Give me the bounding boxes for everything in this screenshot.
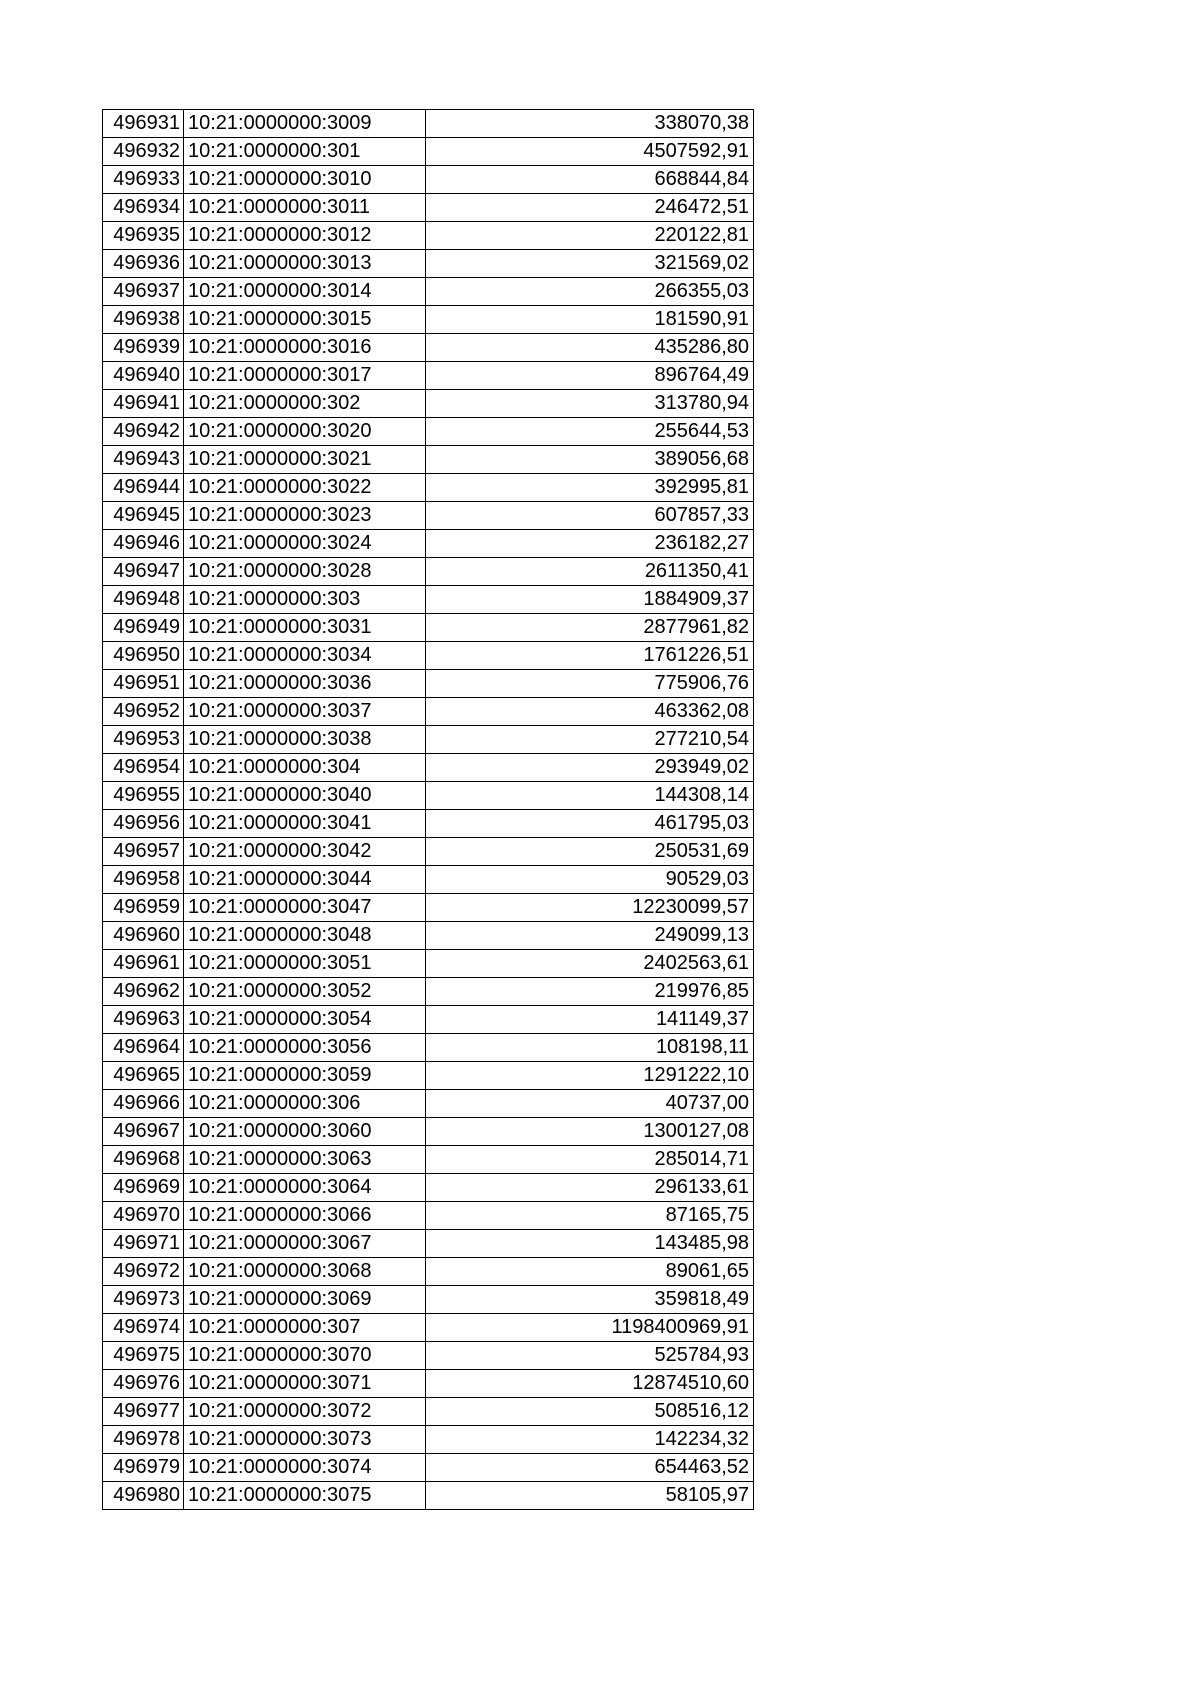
table-row [103,1090,754,1118]
cadastral-number-cell: 10:21:0000000:3059 [184,1062,426,1090]
cadastral-number-cell: 10:21:0000000:301 [184,138,426,166]
value-cell: 435286,80 [426,334,754,362]
cadastral-number-cell: 10:21:0000000:3063 [184,1146,426,1174]
table-row [103,166,754,194]
row-number-cell: 496967 [103,1118,184,1146]
table-row [103,1426,754,1454]
cadastral-number-cell: 10:21:0000000:3072 [184,1398,426,1426]
table-row [103,810,754,838]
value-cell: 142234,32 [426,1426,754,1454]
row-number-cell: 496945 [103,502,184,530]
row-number-cell: 496948 [103,586,184,614]
row-number-cell: 496951 [103,670,184,698]
value-cell: 296133,61 [426,1174,754,1202]
row-number-cell: 496966 [103,1090,184,1118]
cadastral-number-cell: 10:21:0000000:3067 [184,1230,426,1258]
value-cell: 58105,97 [426,1482,754,1510]
table-row [103,390,754,418]
cadastral-number-cell: 10:21:0000000:3040 [184,782,426,810]
row-number-cell: 496956 [103,810,184,838]
table-row [103,1006,754,1034]
cadastral-number-cell: 10:21:0000000:3012 [184,222,426,250]
table-row [103,1034,754,1062]
value-cell: 141149,37 [426,1006,754,1034]
value-cell: 219976,85 [426,978,754,1006]
value-cell: 896764,49 [426,362,754,390]
value-cell: 1291222,10 [426,1062,754,1090]
value-cell: 525784,93 [426,1342,754,1370]
cadastral-number-cell: 10:21:0000000:3034 [184,642,426,670]
cadastral-number-cell: 10:21:0000000:304 [184,754,426,782]
table-row [103,838,754,866]
row-number-cell: 496973 [103,1286,184,1314]
row-number-cell: 496974 [103,1314,184,1342]
cadastral-number-cell: 10:21:0000000:3064 [184,1174,426,1202]
table-row [103,110,754,138]
cadastral-number-cell: 10:21:0000000:3068 [184,1258,426,1286]
value-cell: 90529,03 [426,866,754,894]
row-number-cell: 496977 [103,1398,184,1426]
cadastral-number-cell: 10:21:0000000:3023 [184,502,426,530]
cadastral-number-cell: 10:21:0000000:3015 [184,306,426,334]
data-table [102,109,754,1510]
row-number-cell: 496979 [103,1454,184,1482]
row-number-cell: 496965 [103,1062,184,1090]
cadastral-number-cell: 10:21:0000000:3014 [184,278,426,306]
cadastral-number-cell: 10:21:0000000:3056 [184,1034,426,1062]
table-row [103,362,754,390]
table-row [103,1174,754,1202]
table-row [103,502,754,530]
row-number-cell: 496957 [103,838,184,866]
row-number-cell: 496980 [103,1482,184,1510]
cadastral-number-cell: 10:21:0000000:3041 [184,810,426,838]
cadastral-number-cell: 10:21:0000000:3070 [184,1342,426,1370]
value-cell: 144308,14 [426,782,754,810]
row-number-cell: 496962 [103,978,184,1006]
cadastral-number-cell: 10:21:0000000:3051 [184,950,426,978]
cadastral-number-cell: 10:21:0000000:306 [184,1090,426,1118]
row-number-cell: 496968 [103,1146,184,1174]
row-number-cell: 496961 [103,950,184,978]
row-number-cell: 496936 [103,250,184,278]
table-row [103,894,754,922]
row-number-cell: 496932 [103,138,184,166]
row-number-cell: 496958 [103,866,184,894]
cadastral-number-cell: 10:21:0000000:3038 [184,726,426,754]
value-cell: 181590,91 [426,306,754,334]
row-number-cell: 496960 [103,922,184,950]
table-row [103,1062,754,1090]
row-number-cell: 496964 [103,1034,184,1062]
value-cell: 321569,02 [426,250,754,278]
value-cell: 285014,71 [426,1146,754,1174]
row-number-cell: 496969 [103,1174,184,1202]
value-cell: 313780,94 [426,390,754,418]
row-number-cell: 496978 [103,1426,184,1454]
cadastral-number-cell: 10:21:0000000:3017 [184,362,426,390]
table-row [103,1118,754,1146]
cadastral-number-cell: 10:21:0000000:3044 [184,866,426,894]
value-cell: 2402563,61 [426,950,754,978]
table-row [103,1370,754,1398]
cadastral-number-cell: 10:21:0000000:3060 [184,1118,426,1146]
table-row [103,754,754,782]
cadastral-number-cell: 10:21:0000000:3024 [184,530,426,558]
row-number-cell: 496933 [103,166,184,194]
value-cell: 2877961,82 [426,614,754,642]
table-row [103,306,754,334]
value-cell: 143485,98 [426,1230,754,1258]
table-row [103,1258,754,1286]
value-cell: 607857,33 [426,502,754,530]
value-cell: 87165,75 [426,1202,754,1230]
table-row [103,1314,754,1342]
row-number-cell: 496950 [103,642,184,670]
cadastral-number-cell: 10:21:0000000:3071 [184,1370,426,1398]
table-row [103,250,754,278]
table-row [103,194,754,222]
value-cell: 293949,02 [426,754,754,782]
row-number-cell: 496955 [103,782,184,810]
row-number-cell: 496939 [103,334,184,362]
cadastral-number-cell: 10:21:0000000:3066 [184,1202,426,1230]
cadastral-number-cell: 10:21:0000000:3020 [184,418,426,446]
row-number-cell: 496943 [103,446,184,474]
value-cell: 249099,13 [426,922,754,950]
value-cell: 1300127,08 [426,1118,754,1146]
value-cell: 108198,11 [426,1034,754,1062]
row-number-cell: 496941 [103,390,184,418]
table-row [103,726,754,754]
table-row [103,670,754,698]
value-cell: 389056,68 [426,446,754,474]
cadastral-number-cell: 10:21:0000000:303 [184,586,426,614]
table-row [103,418,754,446]
row-number-cell: 496938 [103,306,184,334]
row-number-cell: 496971 [103,1230,184,1258]
value-cell: 508516,12 [426,1398,754,1426]
table-row [103,446,754,474]
table-row [103,642,754,670]
value-cell: 2611350,41 [426,558,754,586]
table-row [103,1230,754,1258]
table-row [103,474,754,502]
row-number-cell: 496949 [103,614,184,642]
table-row [103,698,754,726]
table-row [103,334,754,362]
table-row [103,1482,754,1510]
value-cell: 266355,03 [426,278,754,306]
value-cell: 4507592,91 [426,138,754,166]
table-body [103,110,754,1510]
row-number-cell: 496940 [103,362,184,390]
table-row [103,1342,754,1370]
table-row [103,138,754,166]
value-cell: 461795,03 [426,810,754,838]
row-number-cell: 496931 [103,110,184,138]
cadastral-number-cell: 10:21:0000000:3074 [184,1454,426,1482]
value-cell: 338070,38 [426,110,754,138]
value-cell: 250531,69 [426,838,754,866]
row-number-cell: 496970 [103,1202,184,1230]
table-row [103,950,754,978]
table-row [103,1454,754,1482]
table-row [103,866,754,894]
table-row [103,1146,754,1174]
row-number-cell: 496976 [103,1370,184,1398]
value-cell: 236182,27 [426,530,754,558]
cadastral-number-cell: 10:21:0000000:3009 [184,110,426,138]
table-row [103,922,754,950]
cadastral-number-cell: 10:21:0000000:3011 [184,194,426,222]
row-number-cell: 496946 [103,530,184,558]
value-cell: 463362,08 [426,698,754,726]
value-cell: 277210,54 [426,726,754,754]
value-cell: 220122,81 [426,222,754,250]
value-cell: 12874510,60 [426,1370,754,1398]
cadastral-number-cell: 10:21:0000000:3042 [184,838,426,866]
value-cell: 668844,84 [426,166,754,194]
cadastral-number-cell: 10:21:0000000:3052 [184,978,426,1006]
value-cell: 775906,76 [426,670,754,698]
cadastral-number-cell: 10:21:0000000:3073 [184,1426,426,1454]
cadastral-number-cell: 10:21:0000000:3010 [184,166,426,194]
table-row [103,1286,754,1314]
value-cell: 1884909,37 [426,586,754,614]
value-cell: 89061,65 [426,1258,754,1286]
cadastral-number-cell: 10:21:0000000:3021 [184,446,426,474]
row-number-cell: 496934 [103,194,184,222]
row-number-cell: 496942 [103,418,184,446]
row-number-cell: 496937 [103,278,184,306]
row-number-cell: 496944 [103,474,184,502]
row-number-cell: 496952 [103,698,184,726]
value-cell: 246472,51 [426,194,754,222]
value-cell: 1761226,51 [426,642,754,670]
cadastral-number-cell: 10:21:0000000:3028 [184,558,426,586]
cadastral-number-cell: 10:21:0000000:3075 [184,1482,426,1510]
table-row [103,978,754,1006]
cadastral-number-cell: 10:21:0000000:3069 [184,1286,426,1314]
row-number-cell: 496954 [103,754,184,782]
cadastral-number-cell: 10:21:0000000:3048 [184,922,426,950]
value-cell: 40737,00 [426,1090,754,1118]
cadastral-number-cell: 10:21:0000000:3016 [184,334,426,362]
table-row [103,278,754,306]
table-row [103,222,754,250]
table-row [103,530,754,558]
row-number-cell: 496972 [103,1258,184,1286]
value-cell: 654463,52 [426,1454,754,1482]
cadastral-number-cell: 10:21:0000000:3036 [184,670,426,698]
table-row [103,558,754,586]
value-cell: 255644,53 [426,418,754,446]
value-cell: 359818,49 [426,1286,754,1314]
cadastral-number-cell: 10:21:0000000:3022 [184,474,426,502]
cadastral-number-cell: 10:21:0000000:3013 [184,250,426,278]
row-number-cell: 496953 [103,726,184,754]
cadastral-number-cell: 10:21:0000000:302 [184,390,426,418]
value-cell: 12230099,57 [426,894,754,922]
table-row [103,1398,754,1426]
cadastral-number-cell: 10:21:0000000:3037 [184,698,426,726]
cadastral-number-cell: 10:21:0000000:3047 [184,894,426,922]
value-cell: 392995,81 [426,474,754,502]
row-number-cell: 496959 [103,894,184,922]
cadastral-number-cell: 10:21:0000000:3054 [184,1006,426,1034]
row-number-cell: 496963 [103,1006,184,1034]
table-row [103,1202,754,1230]
table-row [103,586,754,614]
table-row [103,614,754,642]
row-number-cell: 496975 [103,1342,184,1370]
row-number-cell: 496935 [103,222,184,250]
row-number-cell: 496947 [103,558,184,586]
value-cell: 1198400969,91 [426,1314,754,1342]
cadastral-number-cell: 10:21:0000000:3031 [184,614,426,642]
cadastral-number-cell: 10:21:0000000:307 [184,1314,426,1342]
table-row [103,782,754,810]
